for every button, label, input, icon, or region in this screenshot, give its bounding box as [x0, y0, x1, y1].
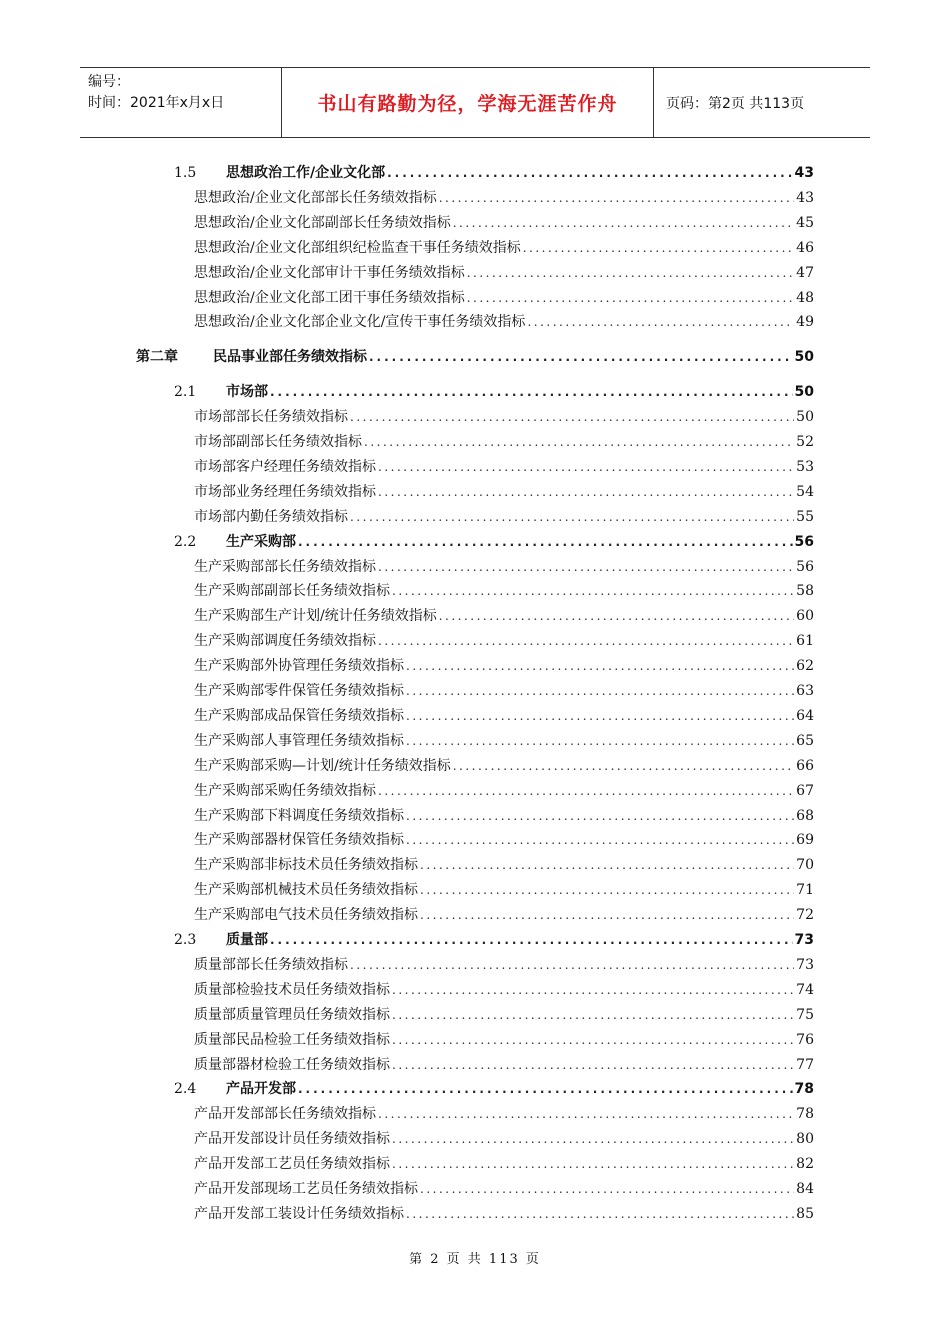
toc-entry-title: 生产采购部非标技术员任务绩效指标: [194, 857, 418, 874]
toc-entry-page: 72: [796, 907, 814, 924]
toc-entry-title: 生产采购部生产计划/统计任务绩效指标: [194, 608, 437, 625]
toc-leader-dots: [406, 805, 794, 827]
toc-entry-title: 思想政治/企业文化部企业文化/宣传干事任务绩效指标: [194, 314, 526, 331]
toc-leader-dots: [420, 904, 794, 926]
toc-entry-title: 生产采购部: [226, 533, 296, 550]
toc-entry-title: 市场部业务经理任务绩效指标: [194, 483, 376, 500]
toc-entry-title: 市场部部长任务绩效指标: [194, 409, 348, 426]
toc-entry-title: 生产采购部器材保管任务绩效指标: [194, 832, 404, 849]
toc-entry[interactable]: [174, 531, 814, 553]
toc-leader-dots: [298, 531, 793, 553]
toc-leader-dots: [392, 1153, 794, 1175]
toc-entry-title: 质量部: [226, 932, 268, 948]
toc-entry-page: 68: [796, 807, 814, 824]
toc-leader-dots: [350, 406, 794, 428]
toc-leader-dots: [378, 780, 794, 802]
toc-entry[interactable]: [194, 605, 814, 627]
toc-leader-dots: [406, 1203, 794, 1225]
toc-entry-title: 产品开发部工艺员任务绩效指标: [194, 1156, 390, 1173]
toc-entry[interactable]: [194, 506, 814, 528]
toc-entry-title: 生产采购部人事管理任务绩效指标: [194, 732, 404, 749]
toc-entry-page: 56: [794, 533, 814, 550]
toc-entry-page: 64: [796, 707, 814, 724]
toc-entry[interactable]: [194, 979, 814, 1001]
toc-entry-title: 思想政治/企业文化部部长任务绩效指标: [194, 189, 437, 206]
toc-leader-dots: [439, 187, 794, 209]
toc-entry-page: 52: [796, 434, 814, 450]
toc-leader-dots: [467, 262, 794, 284]
toc-leader-dots: [378, 481, 794, 503]
toc-entry[interactable]: [194, 879, 814, 901]
toc-entry-title: 思想政治/企业文化部副部长任务绩效指标: [194, 214, 451, 231]
toc-entry-title: 生产采购部副部长任务绩效指标: [194, 583, 390, 600]
toc-entry-title: 质量部民品检验工任务绩效指标: [194, 1031, 390, 1048]
toc-entry[interactable]: [194, 187, 814, 209]
toc-entry[interactable]: [194, 780, 814, 802]
toc-entry[interactable]: [174, 162, 814, 184]
header-code-label: 编号：: [88, 74, 130, 90]
toc-entry-page: 85: [796, 1205, 814, 1222]
toc-leader-dots: [392, 1029, 794, 1051]
toc-entry[interactable]: [194, 1103, 814, 1125]
toc-leader-dots: [420, 879, 794, 901]
toc-leader-dots: [392, 1054, 794, 1076]
toc-entry-page: 50: [794, 349, 814, 366]
toc-entry-title: 生产采购部调度任务绩效指标: [194, 633, 376, 650]
toc-entry[interactable]: [174, 381, 814, 403]
toc-entry[interactable]: [174, 929, 814, 951]
toc-entry-title: 思想政治/企业文化部审计干事任务绩效指标: [194, 264, 465, 281]
toc-entry[interactable]: [194, 1153, 814, 1175]
toc-entry-page: 60: [796, 608, 814, 625]
toc-leader-dots: [453, 755, 794, 777]
toc-leader-dots: [350, 506, 794, 528]
toc-entry-page: 75: [796, 1006, 814, 1023]
toc-entry[interactable]: [194, 730, 814, 752]
toc-entry-title: 市场部副部长任务绩效指标: [194, 434, 362, 450]
header-motto: 书山有路勤为径，学海无涯苦作舟: [282, 68, 654, 137]
toc-entry-number: 第二章: [136, 349, 178, 366]
toc-entry[interactable]: [194, 431, 814, 453]
toc-leader-dots: [270, 381, 793, 403]
toc-leader-dots: [523, 237, 794, 259]
toc-entry[interactable]: [194, 1178, 814, 1200]
toc-entry-page: 62: [796, 658, 814, 675]
toc-leader-dots: [298, 1078, 793, 1100]
toc-entry-title: 质量部检验技术员任务绩效指标: [194, 981, 390, 998]
toc-entry[interactable]: [194, 755, 814, 777]
toc-leader-dots: [527, 311, 794, 333]
toc-entry-page: 73: [796, 956, 814, 973]
toc-entry-title: 生产采购部成品保管任务绩效指标: [194, 707, 404, 724]
toc-entry-page: 71: [796, 882, 814, 899]
toc-entry[interactable]: [194, 311, 814, 333]
toc-entry-title: 思想政治工作/企业文化部: [226, 165, 386, 181]
toc-entry-title: 生产采购部零件保管任务绩效指标: [194, 683, 404, 699]
toc-leader-dots: [406, 705, 794, 727]
toc-entry-page: 63: [796, 683, 814, 699]
toc-entry-title: 质量部部长任务绩效指标: [194, 956, 348, 973]
toc-entry-title: 生产采购部机械技术员任务绩效指标: [194, 882, 418, 899]
header-date-label: 时间：2021年x月x日: [88, 95, 225, 111]
toc-leader-dots: [420, 854, 794, 876]
toc-entry-number: 2.2: [174, 533, 197, 550]
toc-entry[interactable]: [194, 212, 814, 234]
toc-entry[interactable]: [194, 287, 814, 309]
toc-entry[interactable]: [194, 580, 814, 602]
toc-entry-page: 58: [796, 583, 814, 600]
toc-entry-page: 48: [796, 289, 814, 306]
toc-entry-page: 54: [796, 483, 814, 500]
toc-leader-dots: [378, 1103, 794, 1125]
toc-entry-title: 产品开发部部长任务绩效指标: [194, 1106, 376, 1123]
page-footer: 第 2 页 共 113 页: [409, 1252, 541, 1267]
toc-entry-title: 市场部客户经理任务绩效指标: [194, 458, 376, 475]
toc-leader-dots: [387, 162, 792, 184]
toc-entry-title: 生产采购部电气技术员任务绩效指标: [194, 907, 418, 924]
toc-entry-page: 69: [796, 832, 814, 849]
toc-entry-title: 市场部: [226, 384, 268, 401]
toc-leader-dots: [453, 212, 794, 234]
toc-entry[interactable]: [136, 346, 814, 368]
toc-entry-page: 50: [794, 384, 814, 401]
toc-entry[interactable]: [194, 705, 814, 727]
header-meta: [80, 68, 282, 137]
toc-entry[interactable]: [194, 630, 814, 652]
toc-entry-number: 2.1: [174, 384, 197, 401]
toc-entry-page: 84: [796, 1181, 814, 1197]
toc-entry-page: 78: [794, 1081, 814, 1098]
toc-entry-title: 生产采购部外协管理任务绩效指标: [194, 658, 404, 675]
toc-entry[interactable]: [194, 854, 814, 876]
toc-entry-page: 53: [796, 458, 814, 475]
page-header: [80, 67, 870, 138]
toc-entry-page: 78: [796, 1106, 814, 1123]
toc-entry-title: 产品开发部设计员任务绩效指标: [194, 1131, 390, 1148]
toc-entry[interactable]: [194, 556, 814, 578]
toc-entry[interactable]: [194, 1203, 814, 1225]
toc-entry-title: 生产采购部部长任务绩效指标: [194, 558, 376, 575]
toc-entry-number: 2.4: [174, 1081, 197, 1098]
toc-leader-dots: [392, 580, 794, 602]
toc-entry-title: 质量部质量管理员任务绩效指标: [194, 1006, 390, 1023]
toc-leader-dots: [420, 1178, 794, 1200]
toc-entry-number: 1.5: [174, 165, 197, 181]
toc-entry[interactable]: [194, 680, 814, 702]
toc-entry-title: 思想政治/企业文化部组织纪检监查干事任务绩效指标: [194, 239, 521, 256]
toc-leader-dots: [378, 456, 794, 478]
toc-entry-title: 产品开发部工装设计任务绩效指标: [194, 1205, 404, 1222]
toc-entry-page: 45: [796, 214, 814, 231]
toc-entry-page: 46: [796, 239, 814, 256]
toc-entry-title: 生产采购部采购任务绩效指标: [194, 782, 376, 799]
toc-leader-dots: [406, 829, 794, 851]
toc-entry[interactable]: [194, 1054, 814, 1076]
toc-entry-page: 77: [796, 1056, 814, 1073]
toc-entry-title: 生产采购部下料调度任务绩效指标: [194, 807, 404, 824]
toc-leader-dots: [467, 287, 794, 309]
toc-entry[interactable]: [194, 1128, 814, 1150]
toc-entry[interactable]: [194, 805, 814, 827]
toc-leader-dots: [369, 346, 793, 368]
toc-entry-page: 73: [794, 932, 814, 948]
toc-entry[interactable]: [194, 1004, 814, 1026]
toc-entry-page: 56: [796, 558, 814, 575]
toc-entry-number: 2.3: [174, 932, 197, 948]
toc-entry-page: 82: [796, 1156, 814, 1173]
toc-entry-page: 80: [796, 1131, 814, 1148]
header-page-info: 页码：第2页 共113页: [666, 95, 805, 112]
toc-entry-page: 50: [796, 409, 814, 426]
toc-entry-page: 74: [796, 981, 814, 998]
toc-entry-page: 70: [796, 857, 814, 874]
toc-entry[interactable]: [194, 904, 814, 926]
toc-leader-dots: [392, 979, 794, 1001]
toc-leader-dots: [378, 630, 794, 652]
toc-leader-dots: [439, 605, 794, 627]
toc-entry-title: 产品开发部现场工艺员任务绩效指标: [194, 1181, 418, 1197]
toc-entry-page: 43: [796, 189, 814, 206]
toc-entry-title: 生产采购部采购—计划/统计任务绩效指标: [194, 757, 451, 774]
toc-leader-dots: [406, 680, 794, 702]
toc-entry-page: 55: [796, 508, 814, 525]
toc-entry[interactable]: [194, 954, 814, 976]
toc-entry-title: 市场部内勤任务绩效指标: [194, 508, 348, 525]
toc-leader-dots: [392, 1004, 794, 1026]
toc-entry-page: 66: [796, 757, 814, 774]
toc-entry-page: 65: [796, 732, 814, 749]
toc-entry-page: 67: [796, 782, 814, 799]
toc-entry[interactable]: [194, 456, 814, 478]
toc-entry[interactable]: [194, 237, 814, 259]
toc-leader-dots: [406, 730, 794, 752]
toc-entry[interactable]: [194, 1029, 814, 1051]
toc-entry-page: 47: [796, 264, 814, 281]
toc-entry[interactable]: [194, 655, 814, 677]
toc-entry-page: 49: [796, 314, 814, 331]
toc-entry-page: 76: [796, 1031, 814, 1048]
toc-leader-dots: [350, 954, 794, 976]
toc-leader-dots: [406, 655, 794, 677]
toc-leader-dots: [392, 1128, 794, 1150]
toc-leader-dots: [378, 556, 794, 578]
toc-entry-title: 思想政治/企业文化部工团干事任务绩效指标: [194, 289, 465, 306]
toc-leader-dots: [270, 929, 793, 951]
toc-entry-title: 民品事业部任务绩效指标: [213, 349, 367, 366]
toc-entry[interactable]: [194, 481, 814, 503]
toc-entry[interactable]: [194, 262, 814, 284]
toc-entry[interactable]: [174, 1078, 814, 1100]
toc-entry[interactable]: [194, 829, 814, 851]
toc-entry-title: 质量部器材检验工任务绩效指标: [194, 1056, 390, 1073]
toc-entry[interactable]: [194, 406, 814, 428]
toc-entry-page: 61: [796, 633, 814, 650]
toc-leader-dots: [364, 431, 794, 453]
toc-entry-page: 43: [794, 165, 814, 181]
toc-entry-title: 产品开发部: [226, 1081, 296, 1098]
